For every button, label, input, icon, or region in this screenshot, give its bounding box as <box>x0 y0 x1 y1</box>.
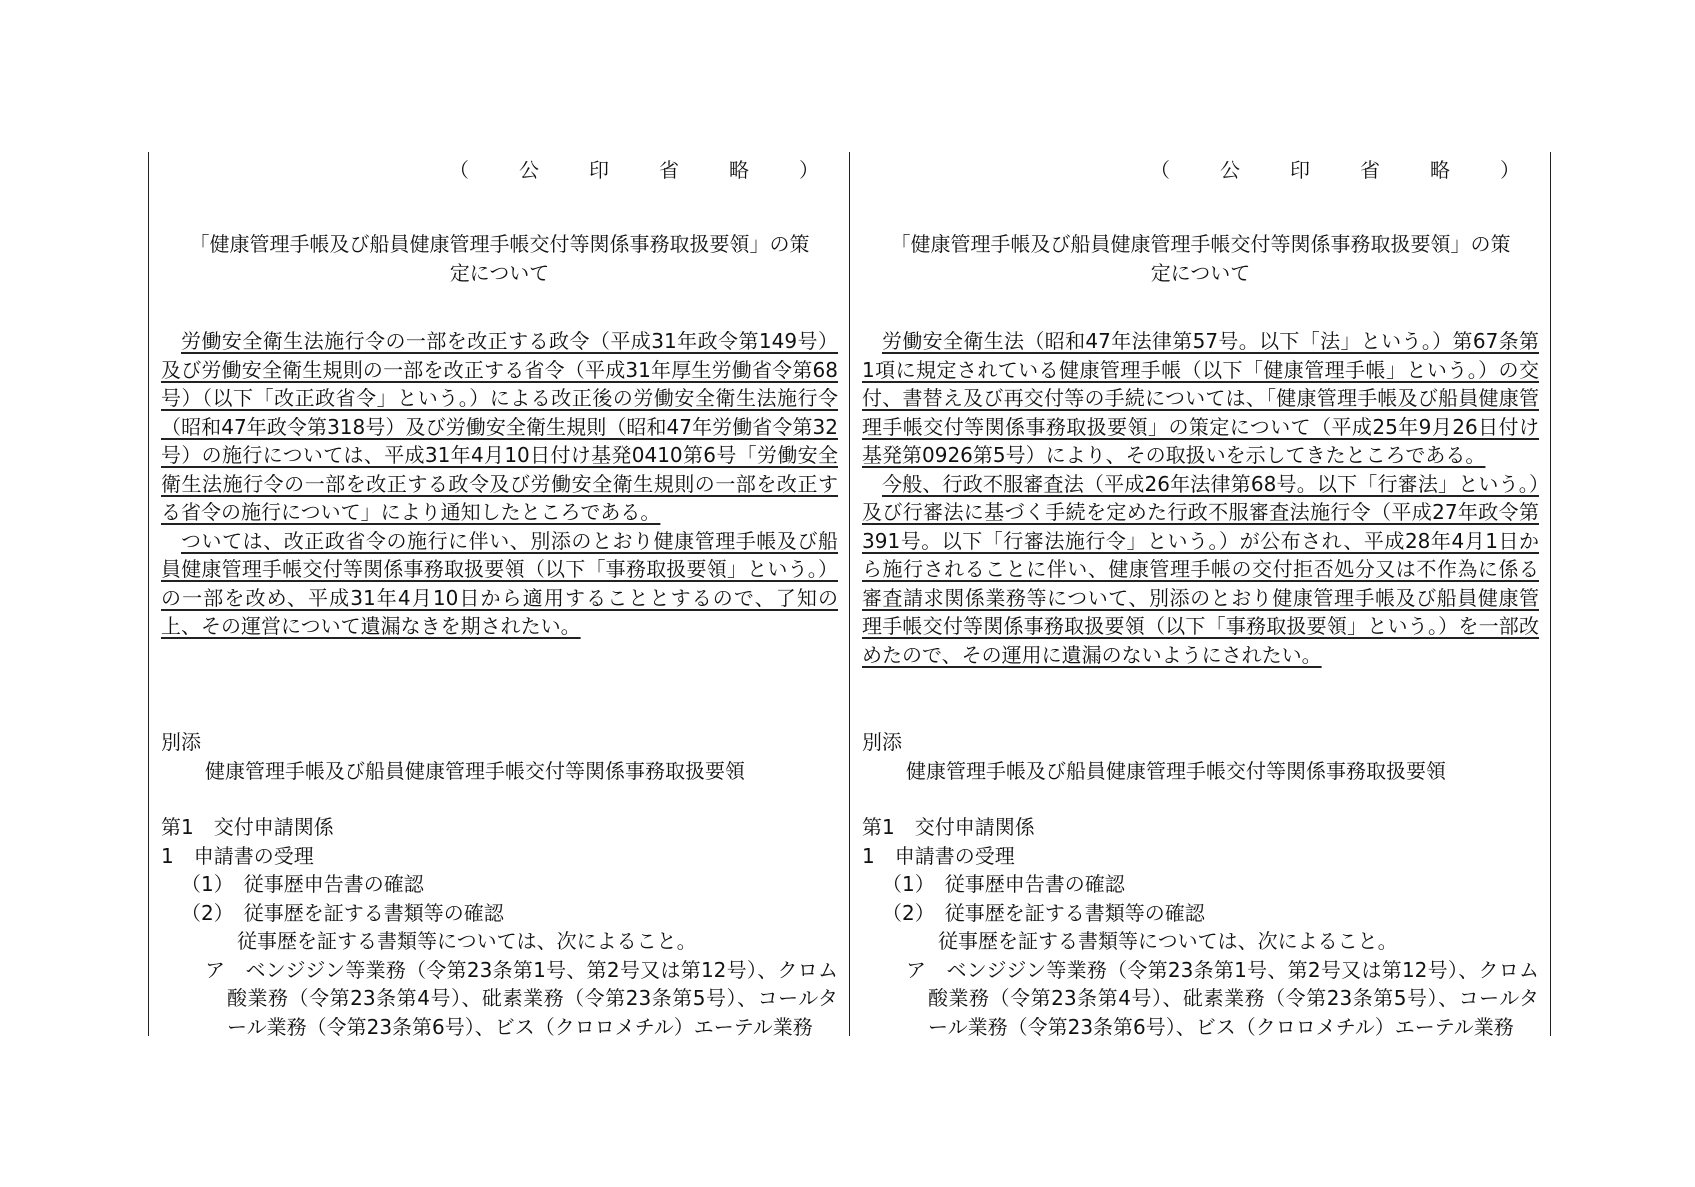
annex-section <box>862 728 1539 1041</box>
item-heading: 1 申請書の受理 <box>161 843 314 868</box>
annex-label: 別添 <box>862 730 902 754</box>
annex-section <box>161 728 838 1041</box>
seal-omitted-note: （ 公 印 省 略 ） <box>1150 158 1535 182</box>
list-item-a: ア ベンジジン等業務（令第23条第1号、第2号又は第12号）、クロム酸業務（令第23条第4号）、砒素業務（令第23条第5号）、コールタール業務（令第23条第6号）、ビス（クロロメチル）エーテル業務 <box>205 957 838 1039</box>
sub-item: （2） 従事歴を証する書類等の確認 <box>882 900 1205 925</box>
list-item-a: ア ベンジジン等業務（令第23条第1号、第2号又は第12号）、クロム酸業務（令第23条第4号）、砒素業務（令第23条第5号）、コールタール業務（令第23条第6号）、ビス（クロロメチル）エーテル業務 <box>906 957 1539 1039</box>
notice-title: 「健康管理手帳及び船員健康管理手帳交付等関係事務取扱要領」の策 定について <box>890 232 1511 285</box>
sub-item: （1） 従事歴申告書の確認 <box>882 872 1125 896</box>
paragraph-2: 今般、行政不服審査法（平成26年法律第68号。以下「行審法」という。）及び行審法に基づく手続を定めた行政不服審査法施行令（平成27年政令第391号。以下「行審法施行令」という。）が公布され、平成28年4月1日から施行されることに伴い、健康管理手帳の交付拒否処分又は不作為に係る審査請求関係業務等について、別添のとおり健康管理手帳及び船員健康管理手帳交付等関係事務取扱要領（以下「事務取扱要領」という。）を一部改めたので、その運用に遺漏のないようにされたい。 <box>862 471 1539 667</box>
right-column-current <box>850 152 1551 1039</box>
paragraph-1: 労働安全衛生法施行令の一部を改正する政令（平成31年政令第149号）及び労働安全衛生規則の一部を改正する省令（平成31年厚生労働省令第68号）（以下「改正政省令」という。）による改正後の労働安全衛生法施行令（昭和47年政令第318号）及び労働安全衛生規則（昭和47年労働省令第32号）の施行については、平成31年4月10日付け基発0410第6号「労働安全衛生法施行令の一部を改正する政令及び労働安全衛生規則の一部を改正する省令の施行について」により通知したところである。 <box>161 329 838 524</box>
left-column-revised <box>148 152 850 1039</box>
item-heading: 1 申請書の受理 <box>862 843 1015 868</box>
annex-title: 健康管理手帳及び船員健康管理手帳交付等関係事務取扱要領 <box>906 758 1446 783</box>
notice-body <box>862 327 1539 669</box>
notice-body <box>161 327 838 641</box>
section-heading: 第1 交付申請関係 <box>862 815 1035 839</box>
sub-item: （2） 従事歴を証する書類等の確認 <box>181 900 504 925</box>
sub-item: （1） 従事歴申告書の確認 <box>181 872 424 896</box>
annex-title: 健康管理手帳及び船員健康管理手帳交付等関係事務取扱要領 <box>205 758 745 783</box>
annex-label: 別添 <box>161 730 201 754</box>
notice-title: 「健康管理手帳及び船員健康管理手帳交付等関係事務取扱要領」の策 定について <box>189 232 810 285</box>
section-heading: 第1 交付申請関係 <box>161 815 334 839</box>
sub-item-text: 従事歴を証する書類等については、次によること。 <box>938 929 1398 953</box>
comparison-table <box>148 152 1551 1039</box>
seal-omitted-note: （ 公 印 省 略 ） <box>449 158 834 182</box>
paragraph-1: 労働安全衛生法（昭和47年法律第57号。以下「法」という。）第67条第1項に規定されている健康管理手帳（以下「健康管理手帳」という。）の交付、書替え及び再交付等の手続については、「健康管理手帳及び船員健康管理手帳交付等関係事務取扱要領」の策定について（平成25年9月26日付け基発第0926第5号）により、その取扱いを示してきたところである。 <box>862 329 1539 467</box>
paragraph-2: ついては、改正政省令の施行に伴い、別添のとおり健康管理手帳及び船員健康管理手帳交付等関係事務取扱要領（以下「事務取扱要領」という。）の一部を改め、平成31年4月10日から適用することとするので、了知の上、その運営について遺漏なきを期されたい。 <box>161 528 838 638</box>
sub-item-text: 従事歴を証する書類等については、次によること。 <box>237 929 697 953</box>
